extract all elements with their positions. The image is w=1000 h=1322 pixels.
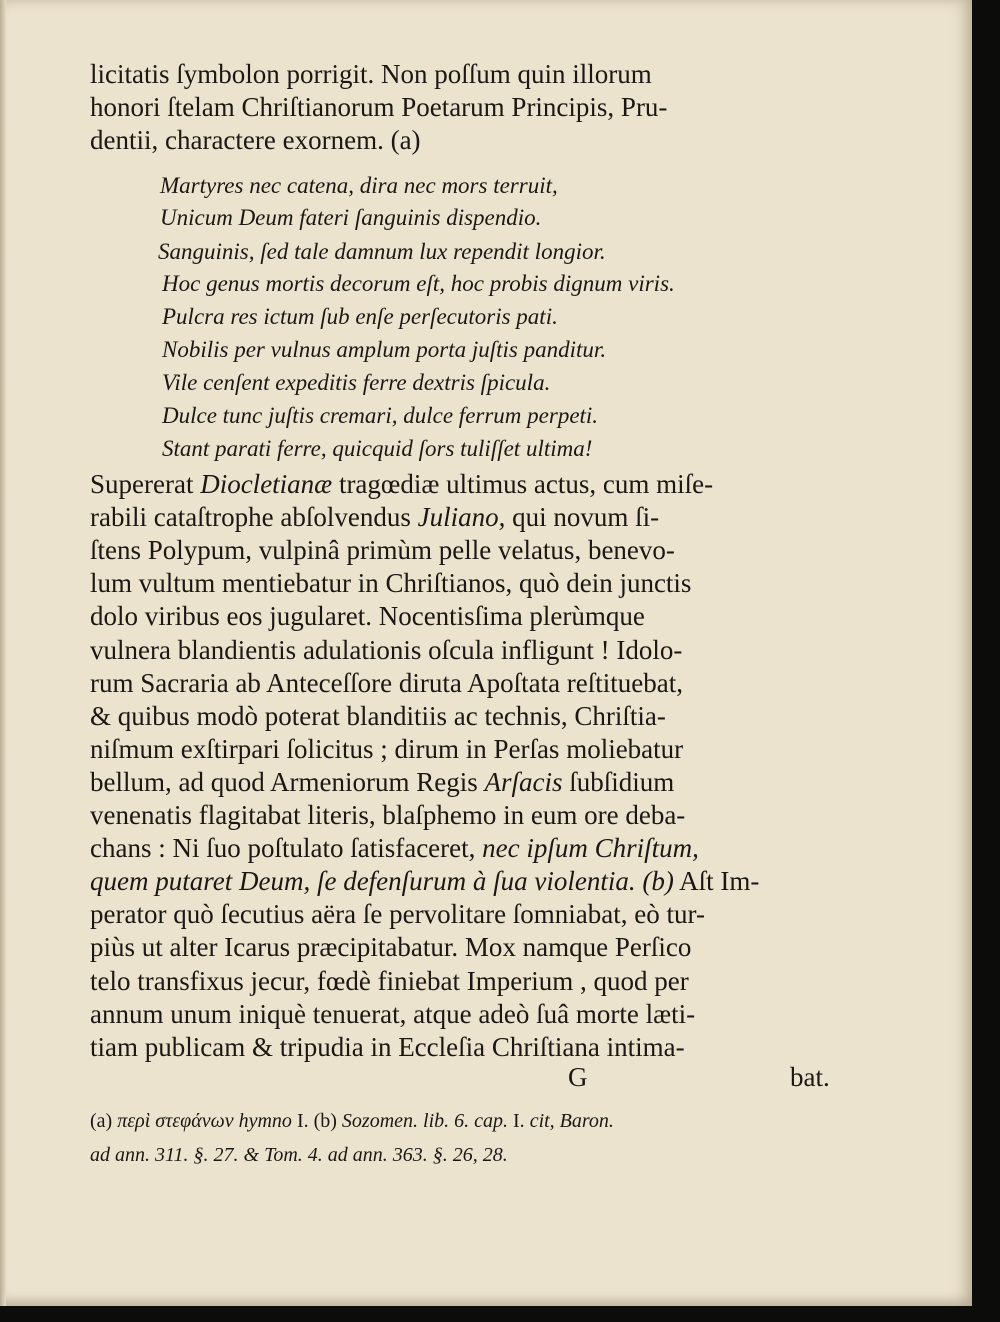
text-run: Aſt Im-: [673, 866, 760, 897]
text-run: I.: [508, 1110, 530, 1132]
text-line: [90, 468, 713, 500]
text-line: [90, 733, 683, 765]
text-run: ſtens Polypum, vulpinâ primùm pelle velatus, benevo-: [90, 535, 675, 566]
verse-line: Vile cenſent expeditis ferre dextris ſpicula.: [162, 370, 551, 395]
verse-line: Sanguinis, ſed tale damnum lux rependit longior.: [158, 239, 606, 264]
text-line: [90, 634, 682, 666]
text-line: [90, 567, 691, 599]
italic-run: nec ipſum Chriſtum,: [482, 833, 699, 864]
text-line: [90, 1031, 685, 1063]
text-run: venenatis flagitabat literis, blaſphemo in eum ore deba-: [90, 800, 686, 830]
italic-run: cit, Baron.: [529, 1110, 614, 1132]
verse-line: Pulcra res ictum ſub enſe perſecutoris pati.: [162, 304, 558, 329]
verse-line: Dulce tunc juſtis cremari, dulce ferrum perpeti.: [162, 403, 599, 428]
text-line: [90, 700, 666, 732]
text-line: [90, 534, 675, 566]
italic-run: hymno: [238, 1110, 292, 1132]
footnote-line: [90, 1142, 508, 1168]
text-run: I. (b): [291, 1110, 342, 1132]
text-run: niſmum exſtirpari ſolicitus ; dirum in Perſas moliebatur: [90, 733, 684, 764]
footnote-line: [90, 1108, 614, 1134]
italic-run: quem putaret Deum, ſe defenſurum à ſua violentia. (b): [90, 866, 674, 897]
text-line: [90, 799, 685, 831]
verse-line: Unicum Deum fateri ſanguinis dispendio.: [160, 205, 542, 230]
text-run: rabili cataſtrophe abſolvendus: [90, 502, 418, 533]
italic-run: περὶ στεφάνων: [117, 1110, 234, 1132]
text-line: [90, 501, 659, 533]
signature-mark: G: [568, 1062, 588, 1092]
text-run: dolo viribus eos jugularet. Nocentisſima plerùmque: [90, 601, 645, 632]
text-run: qui novum ſi-: [505, 502, 660, 533]
text-run: piùs ut alter Icarus præcipitabatur. Mox namque Perſico: [90, 932, 692, 963]
italic-run: Juliano,: [417, 502, 506, 533]
text-run: annum unum iniquè tenuerat, atque adeò ſuâ morte læti-: [90, 998, 696, 1029]
italic-run: ad ann. 311. §. 27. & Tom. 4. ad ann. 363. §. 26, 28.: [90, 1144, 508, 1166]
page-left-edge: [0, 0, 6, 1306]
text-run: Supererat: [90, 469, 201, 499]
verse-line: Hoc genus mortis decorum eſt, hoc probis dignum viris.: [162, 271, 675, 296]
text-line: [90, 832, 699, 864]
text-line: [90, 998, 695, 1030]
italic-run: Sozomen. lib. 6. cap.: [341, 1110, 509, 1132]
verse-line: Martyres nec catena, dira nec mors terruit,: [160, 173, 558, 198]
verse-line: Stant parati ferre, quicquid ſors tuliſſet ultima!: [162, 436, 593, 461]
text-line: honori ſtelam Chriſtianorum Poetarum Principis, Pru-: [90, 92, 668, 122]
text-run: perator quò ſecutius aëra ſe pervolitare ſomniabat, eò tur-: [90, 899, 705, 930]
text-run: rum Sacraria ab Anteceſſore diruta Apoſtata reſtituebat,: [90, 667, 684, 698]
text-run: bellum, ad quod Armeniorum Regis: [90, 766, 485, 797]
text-run: ſubſidium: [562, 766, 675, 797]
text-run: telo transfixus jecur, fœdè finiebat Imperium , quod per: [90, 965, 689, 996]
text-line: [90, 931, 691, 963]
text-run: vulnera blandientis adulationis oſcula infligunt ! Idolo-: [90, 634, 683, 665]
text-line: [90, 898, 705, 930]
text-run: tragœdiæ ultimus actus, cum miſe-: [332, 469, 714, 499]
text-line: [90, 600, 645, 632]
text-line: [90, 865, 759, 897]
text-line: [90, 667, 683, 699]
text-run: (a): [90, 1110, 118, 1132]
italic-run: Diocletianæ: [200, 469, 333, 499]
text-run: & quibus modò poterat blanditiis ac technis, Chriſtia-: [90, 700, 666, 731]
italic-run: Arſacis: [484, 766, 563, 797]
text-run: chans : Ni ſuo poſtulato ſatisfaceret,: [90, 833, 483, 864]
verse-line: Nobilis per vulnus amplum porta juſtis panditur.: [162, 337, 607, 362]
text-line: [90, 766, 674, 798]
text-line: dentii, charactere exornem. (a): [90, 125, 421, 155]
text-run: lum vultum mentiebatur in Chriſtianos, quò dein junctis: [90, 568, 692, 599]
text-run: tiam publicam & tripudia in Eccleſia Chriſtiana intima-: [90, 1031, 685, 1062]
catchword: bat.: [790, 1062, 830, 1092]
text-line: [90, 965, 689, 997]
text-line: licitatis ſymbolon porrigit. Non poſſum quin illorum: [90, 59, 652, 89]
